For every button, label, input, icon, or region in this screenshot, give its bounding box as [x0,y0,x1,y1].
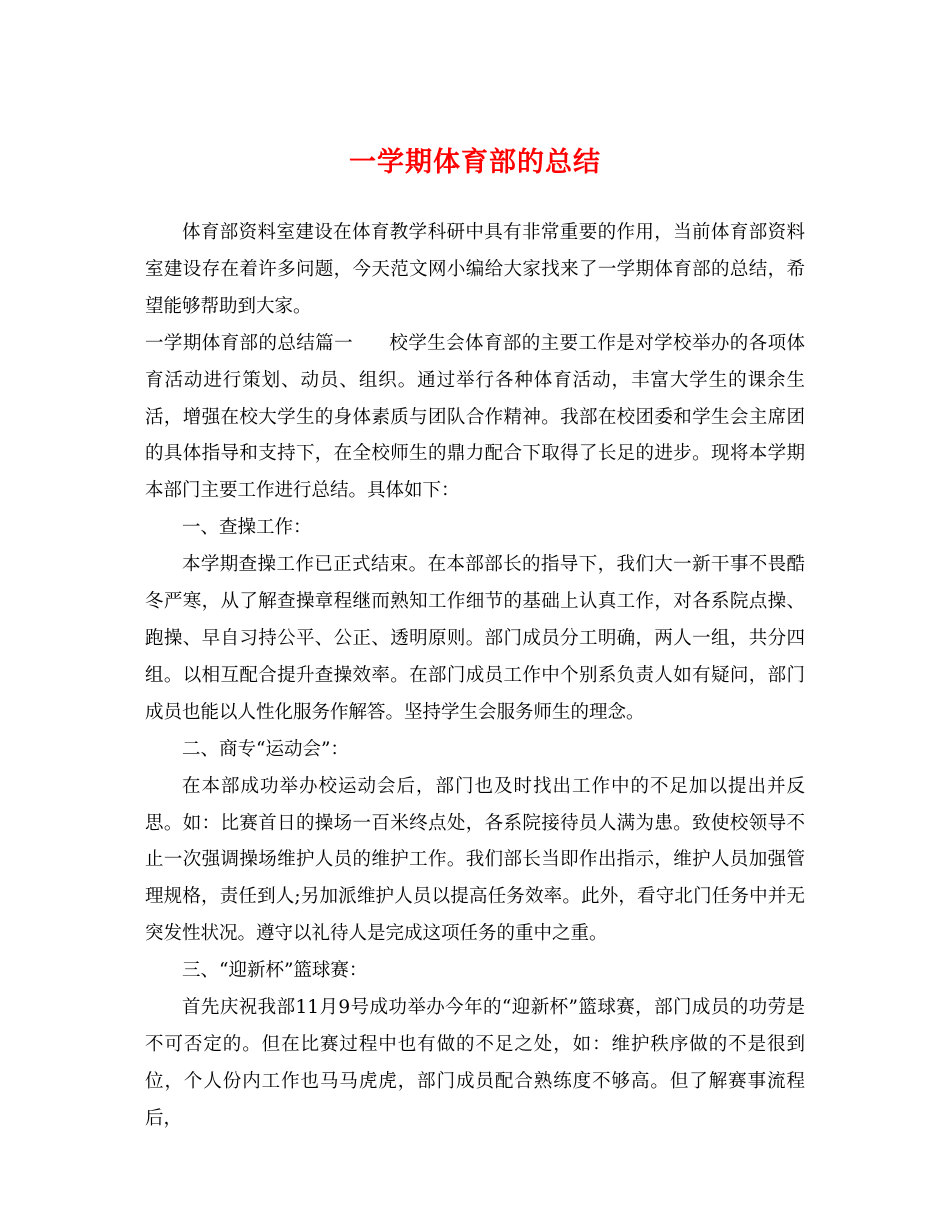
section-paragraph-3: 首先庆祝我部11月9号成功举办今年的“迎新杯”篮球赛，部门成员的功劳是不可否定的。但在比赛过程中也有做的不足之处，如：维护秩序做的不是很到位，个人份内工作也马马虎虎，部门成员配合熟练度不够高。但了解赛事流程后， [145,997,805,1129]
section-paragraph [145,326,805,511]
section-heading-2: 二、商专“运动会”： [182,738,349,760]
intro-paragraph: 体育部资料室建设在体育教学科研中具有非常重要的作用，当前体育部资料室建设存在着许多问题，今天范文网小编给大家找来了一学期体育部的总结，希望能够帮助到大家。 [145,222,805,317]
document-body [145,215,805,1138]
section-paragraph-1: 本学期查操工作已正式结束。在本部部长的指导下，我们大一新干事不畏酷冬严寒，从了解查操章程继而熟知工作细节的基础上认真工作，对各系院点操、跑操、早自习持公平、公正、透明原则。部门成员分工明确，两人一组，共分四组。以相互配合提升查操效率。在部门成员工作中个别系负责人如有疑问，部门成员也能以人性化服务作解答。坚持学生会服务师生的理念。 [145,554,805,723]
section-paragraph-2: 在本部成功举办校运动会后，部门也及时找出工作中的不足加以提出并反思。如：比赛首日的操场一百米终点处，各系院接待员人满为患。致使校领导不止一次强调操场维护人员的维护工作。我们部长当即作出指示，维护人员加强管理规格，责任到人;另加派维护人员以提高任务效率。此外，看守北门任务中并无突发性状况。遵守以礼待人是完成这项任务的重中之重。 [145,775,805,945]
overview-text: 校学生会体育部的主要工作是对学校举办的各项体育活动进行策划、动员、组织。通过举行各种体育活动，丰富大学生的课余生活，增强在校大学生的身体素质与团队合作精神。我部在校团委和学生会主席团的具体指导和支持下，在全校师生的鼎力配合下取得了长足的进步。现将本学期本部门主要工作进行总结。具体如下： [145,332,805,502]
part-heading: 一学期体育部的总结篇一 [145,332,353,354]
section-heading-3: 三、“迎新杯”篮球赛： [182,960,368,982]
section-heading-1: 一、查操工作： [182,517,312,539]
document-title: 一学期体育部的总结 [349,147,601,178]
